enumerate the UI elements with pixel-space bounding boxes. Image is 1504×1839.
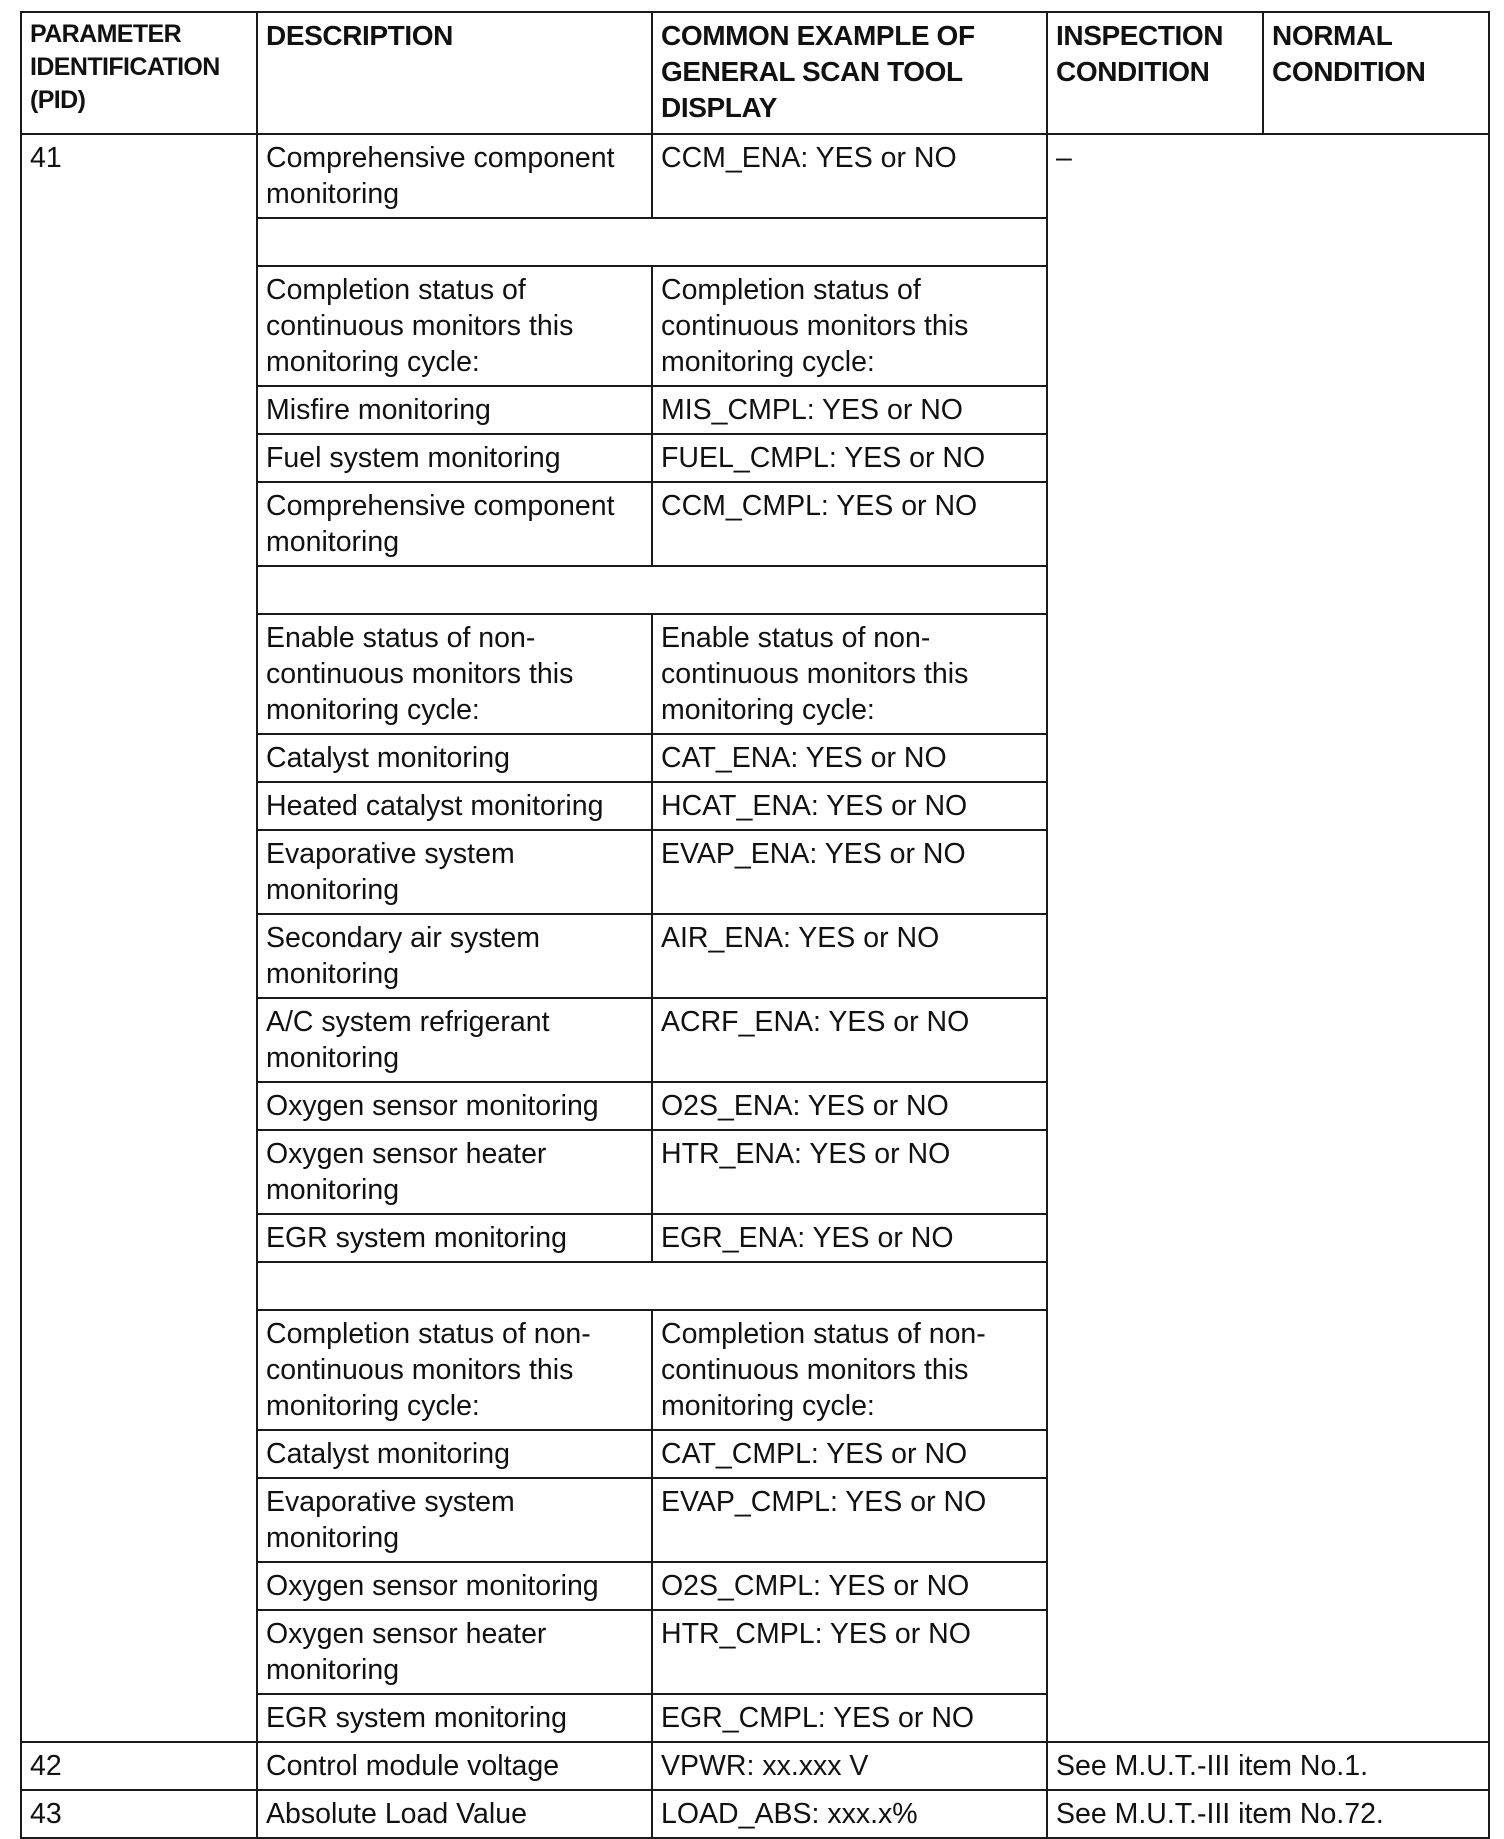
- description-cell: Completion status of continuous monitors this monitoring cycle:: [257, 266, 652, 386]
- display-cell: HCAT_ENA: YES or NO: [652, 782, 1047, 830]
- display-cell: FUEL_CMPL: YES or NO: [652, 434, 1047, 482]
- display-cell: ACRF_ENA: YES or NO: [652, 998, 1047, 1082]
- header-description: DESCRIPTION: [257, 12, 652, 134]
- description-cell: Fuel system monitoring: [257, 434, 652, 482]
- header-normal-condition: NORMAL CONDITION: [1263, 12, 1489, 134]
- table-row: [21, 1790, 1489, 1838]
- display-cell: Completion status of continuous monitors this monitoring cycle:: [652, 266, 1047, 386]
- header-row: [21, 12, 1489, 134]
- pid-table: [20, 11, 1490, 1839]
- display-cell: LOAD_ABS: xxx.x%: [652, 1790, 1047, 1838]
- display-cell: EGR_ENA: YES or NO: [652, 1214, 1047, 1262]
- description-cell: Comprehensive component monitoring: [257, 134, 652, 218]
- display-cell: EVAP_ENA: YES or NO: [652, 830, 1047, 914]
- description-cell: Heated catalyst monitoring: [257, 782, 652, 830]
- header-pid: PARAMETER IDENTIFICATION (PID): [21, 12, 257, 134]
- spacer-cell: [257, 218, 1047, 266]
- description-cell: Evaporative system monitoring: [257, 1478, 652, 1562]
- description-cell: Misfire monitoring: [257, 386, 652, 434]
- description-cell: Catalyst monitoring: [257, 1430, 652, 1478]
- description-cell: Oxygen sensor heater monitoring: [257, 1610, 652, 1694]
- display-cell: EVAP_CMPL: YES or NO: [652, 1478, 1047, 1562]
- header-display: COMMON EXAMPLE OF GENERAL SCAN TOOL DISPLAY: [652, 12, 1047, 134]
- table-row: [21, 134, 1489, 218]
- description-cell: EGR system monitoring: [257, 1694, 652, 1742]
- display-cell: HTR_CMPL: YES or NO: [652, 1610, 1047, 1694]
- display-cell: CCM_CMPL: YES or NO: [652, 482, 1047, 566]
- pid-41: 41: [21, 134, 257, 1742]
- description-cell: Secondary air system monitoring: [257, 914, 652, 998]
- spacer-cell: [257, 1262, 1047, 1310]
- condition-note: See M.U.T.-III item No.1.: [1047, 1742, 1489, 1790]
- description-cell: Oxygen sensor monitoring: [257, 1082, 652, 1130]
- display-cell: CAT_CMPL: YES or NO: [652, 1430, 1047, 1478]
- description-cell: Evaporative system monitoring: [257, 830, 652, 914]
- display-cell: Enable status of non-continuous monitors this monitoring cycle:: [652, 614, 1047, 734]
- display-cell: O2S_CMPL: YES or NO: [652, 1562, 1047, 1610]
- description-cell: Completion status of non-continuous monitors this monitoring cycle:: [257, 1310, 652, 1430]
- pid-43: 43: [21, 1790, 257, 1838]
- display-cell: CCM_ENA: YES or NO: [652, 134, 1047, 218]
- pid-42: 42: [21, 1742, 257, 1790]
- spacer-cell: [257, 566, 1047, 614]
- display-cell: Completion status of non-continuous monitors this monitoring cycle:: [652, 1310, 1047, 1430]
- display-cell: CAT_ENA: YES or NO: [652, 734, 1047, 782]
- description-cell: Absolute Load Value: [257, 1790, 652, 1838]
- display-cell: EGR_CMPL: YES or NO: [652, 1694, 1047, 1742]
- display-cell: O2S_ENA: YES or NO: [652, 1082, 1047, 1130]
- display-cell: MIS_CMPL: YES or NO: [652, 386, 1047, 434]
- display-cell: HTR_ENA: YES or NO: [652, 1130, 1047, 1214]
- description-cell: Control module voltage: [257, 1742, 652, 1790]
- pid-41-condition: –: [1047, 134, 1489, 1742]
- display-cell: VPWR: xx.xxx V: [652, 1742, 1047, 1790]
- description-cell: Enable status of non-continuous monitors this monitoring cycle:: [257, 614, 652, 734]
- description-cell: EGR system monitoring: [257, 1214, 652, 1262]
- table-row: [21, 1742, 1489, 1790]
- description-cell: Catalyst monitoring: [257, 734, 652, 782]
- description-cell: Comprehensive component monitoring: [257, 482, 652, 566]
- description-cell: A/C system refrigerant monitoring: [257, 998, 652, 1082]
- header-inspection-condition: INSPECTION CONDITION: [1047, 12, 1263, 134]
- condition-note: See M.U.T.-III item No.72.: [1047, 1790, 1489, 1838]
- description-cell: Oxygen sensor heater monitoring: [257, 1130, 652, 1214]
- display-cell: AIR_ENA: YES or NO: [652, 914, 1047, 998]
- description-cell: Oxygen sensor monitoring: [257, 1562, 652, 1610]
